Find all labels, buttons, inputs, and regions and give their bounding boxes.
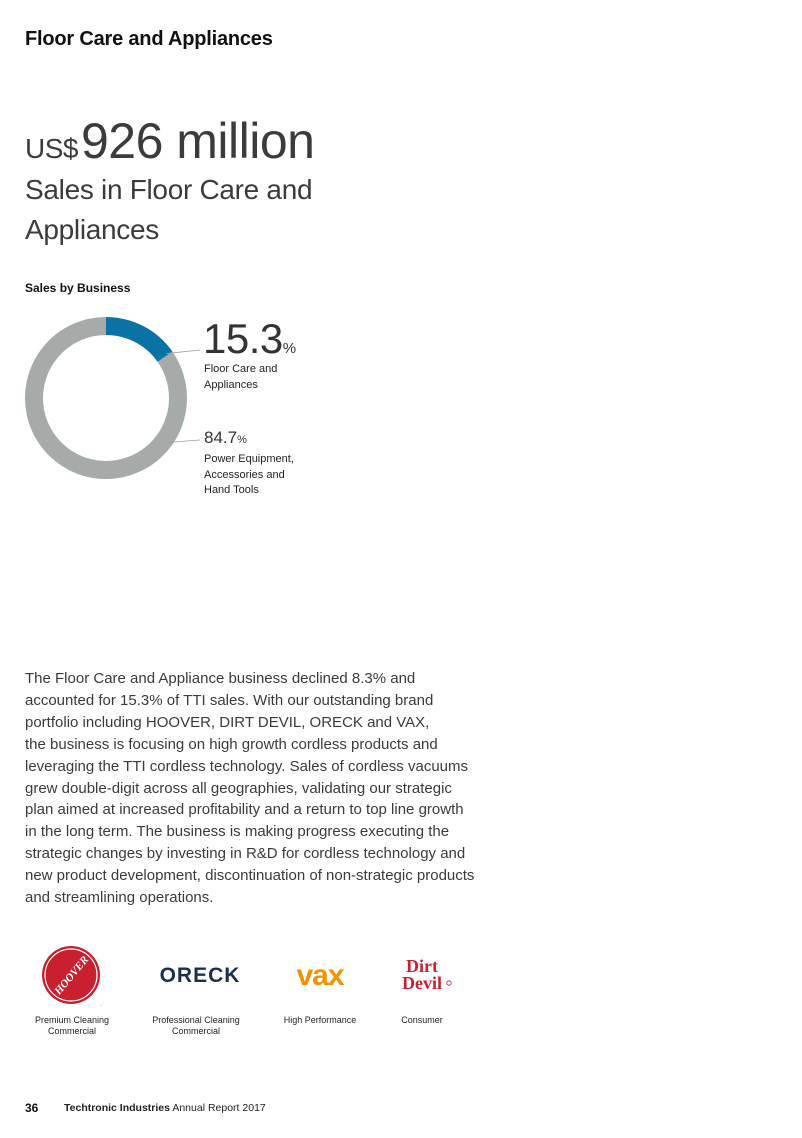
headline-currency: US$ (25, 133, 78, 164)
hoover-caption-line1: Premium Cleaning (34, 1015, 110, 1025)
legend-value-floor-care-unit: % (282, 340, 297, 357)
vax-caption (270, 1015, 370, 1026)
donut-slice-floor-care (106, 326, 165, 357)
chart-title: Sales by Business (25, 281, 131, 295)
legend-value-power-equipment (204, 428, 247, 448)
dirt-devil-registered-mark (447, 981, 451, 985)
body-line: in the long term. The business is making progress executing the (25, 823, 450, 841)
body-line: the business is focusing on high growth cordless products and (25, 735, 438, 753)
body-line: new product development, discontinuation of non-strategic products (25, 867, 475, 885)
legend-value-power-equipment-number: 84.7 (204, 428, 238, 447)
hoover-logo-mark: . (100, 1002, 102, 1007)
dirt-devil-caption (372, 1015, 472, 1026)
body-line: leveraging the TTI cordless technology. Sales of cordless vacuums (25, 757, 468, 775)
legend-label-floor-care (204, 362, 314, 393)
headline-amount: 926 million (80, 113, 315, 169)
sales-by-business-donut-chart (24, 316, 224, 506)
body-line: plan aimed at increased profitability and a return to top line growth (25, 801, 464, 819)
legend-value-floor-care-number: 15.3 (203, 315, 283, 362)
oreck-caption-line2: Commercial (171, 1026, 220, 1036)
legend-label-floor-care-line2: Appliances (204, 378, 258, 391)
legend-value-power-equipment-unit: % (237, 434, 247, 446)
dirt-devil-logo (392, 945, 456, 1007)
body-line: strategic changes by investing in R&D for cordless technology and (25, 845, 466, 863)
body-line: The Floor Care and Appliance business declined 8.3% and (25, 670, 416, 687)
dirt-devil-logo-text-1: Dirt (406, 956, 438, 976)
dirt-devil-caption-line1: Consumer (401, 1015, 443, 1025)
legend-label-power-equipment (204, 452, 314, 499)
body-line: accounted for 15.3% of TTI sales. With our outstanding brand (25, 691, 434, 709)
oreck-logo (150, 945, 250, 1007)
legend-label-power-equipment-line2: Accessories and (204, 468, 285, 481)
body-paragraph (25, 668, 495, 909)
legend-label-floor-care-line1: Floor Care and (204, 363, 278, 375)
vax-caption-line1: High Performance (283, 1015, 357, 1025)
hoover-logo-text: HOOVER (52, 953, 92, 998)
body-line: portfolio including HOOVER, DIRT DEVIL, ORECK and VAX, (25, 713, 430, 731)
hoover-caption (22, 1015, 122, 1037)
hoover-caption-line2: Commercial (47, 1026, 96, 1036)
footer-company: Techtronic Industries (64, 1102, 170, 1114)
vax-logo-text: vax (296, 959, 344, 992)
subheading (25, 170, 425, 250)
subheading-line2: Appliances (25, 214, 159, 245)
page-number: 36 (25, 1101, 39, 1115)
legend-value-floor-care (203, 315, 296, 363)
section-title: Floor Care and Appliances (25, 28, 273, 50)
vax-logo (280, 945, 364, 1007)
headline-sales-figure (25, 112, 314, 170)
dirt-devil-logo-text-2: Devil (402, 973, 442, 993)
footer-report-title (64, 1102, 266, 1114)
legend-label-power-equipment-line3: Hand Tools (204, 484, 259, 496)
footer-report: Annual Report 2017 (172, 1102, 266, 1114)
body-line: and streamlining operations. (25, 889, 214, 907)
body-line: grew double-digit across all geographies, validating our strategic (25, 779, 452, 797)
hoover-logo (38, 945, 104, 1007)
oreck-caption (144, 1015, 248, 1037)
oreck-caption-line1: Professional Cleaning (152, 1015, 240, 1025)
subheading-line1: Sales in Floor Care and (25, 174, 313, 205)
oreck-logo-text: ORECK (159, 964, 241, 987)
legend-label-power-equipment-line1: Power Equipment, (204, 453, 294, 465)
